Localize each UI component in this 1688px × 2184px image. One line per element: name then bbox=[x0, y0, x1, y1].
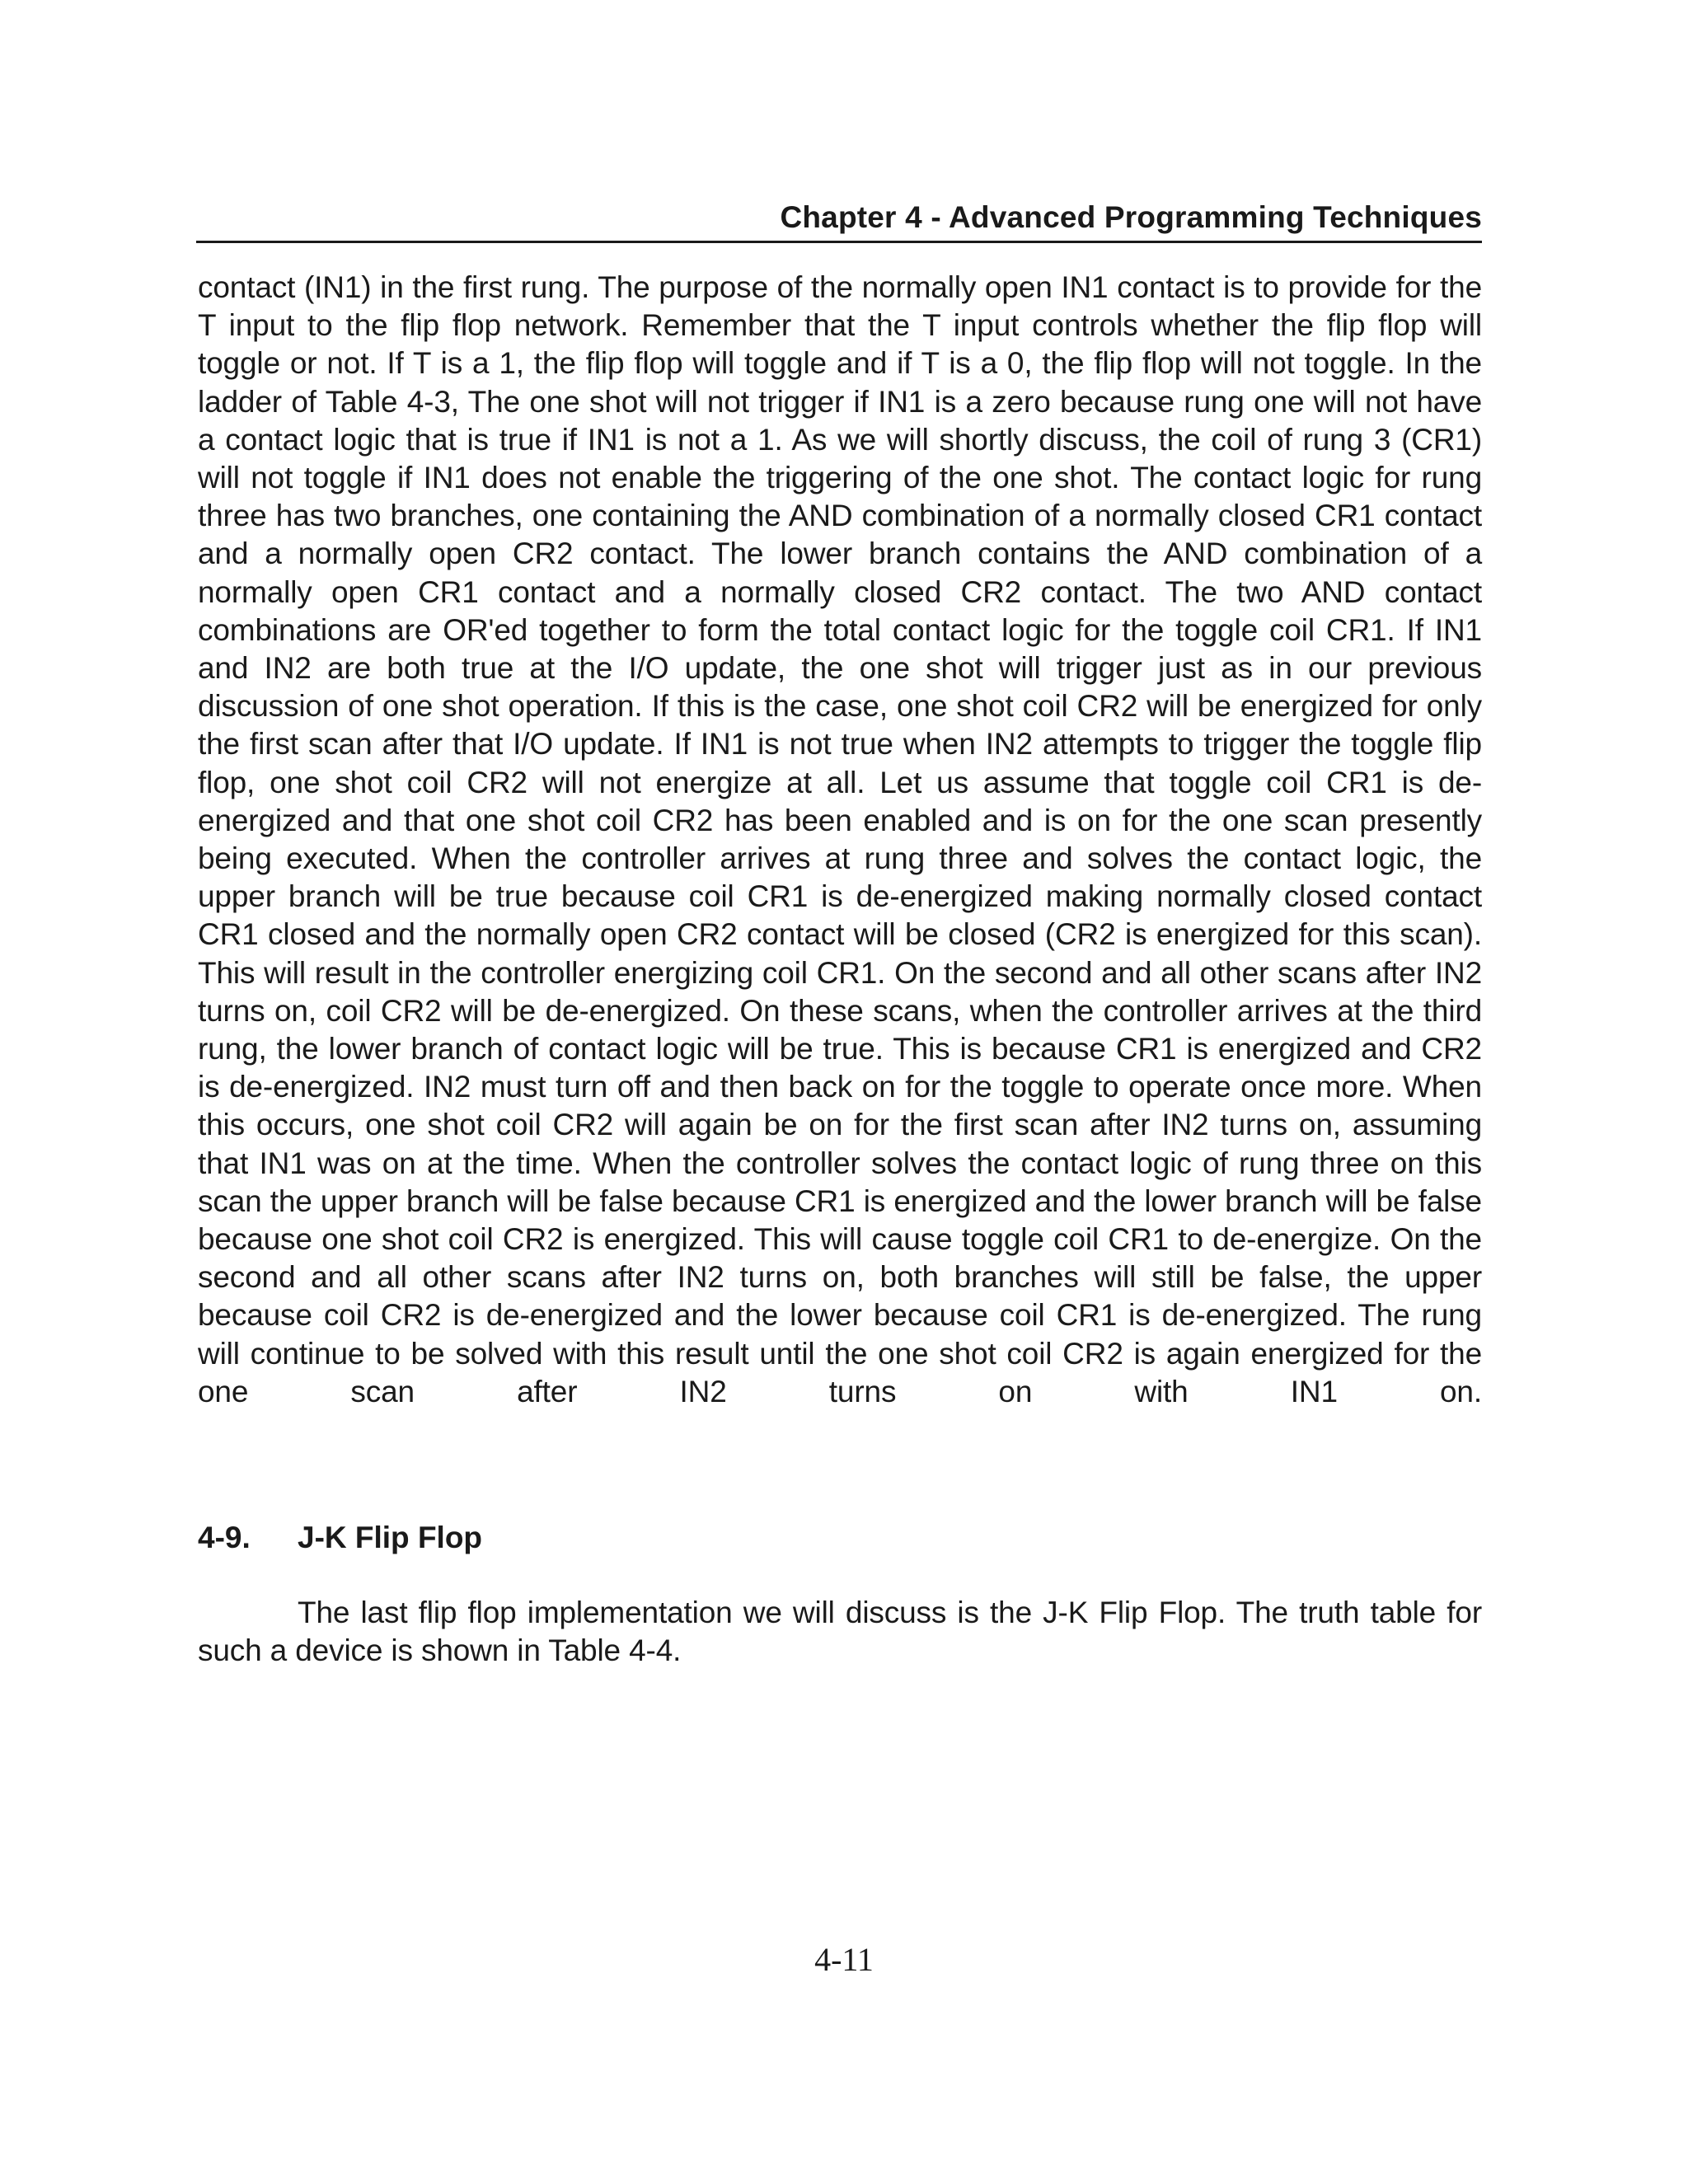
section-title: J-K Flip Flop bbox=[298, 1521, 483, 1554]
page-number: 4-11 bbox=[814, 1941, 874, 1978]
running-header: Chapter 4 - Advanced Programming Techniques bbox=[780, 200, 1482, 234]
section-intro-paragraph: The last flip flop implementation we will discuss is the J-K Flip Flop. The truth table for such a device is shown in Table 4-4. bbox=[198, 1596, 1482, 1668]
body-paragraph: contact (IN1) in the first rung. The purpose of the normally open IN1 contact is to provide for the T input to the flip flop network. Remember that the T input controls whether the flip flop will toggle or not. If T is a 1, the flip flop will toggle and if T is a 0, the flip flop will not toggle. In the ladder of Table 4-3, The one shot will not trigger if IN1 is a zero because rung one will not have a contact logic that is true if IN1 is not a 1. As we will shortly discuss, the coil of rung 3 (CR1) will not toggle if IN1 does not enable the triggering of the one shot. The contact logic for rung three has two branches, one containing the AND combination of a normally closed CR1 contact and a normally open CR2 contact. The lower branch contains the AND combination of a normally open CR1 contact and a normally closed CR2 contact. The two AND contact combinations are OR'ed together to form the total contact logic for the toggle coil CR1. If IN1 and IN2 are both true at the I/O update, the one shot will trigger just as in our previous discussion of one shot operation. If this is the case, one shot coil CR2 will be energized for only the first scan after that I/O update. If IN1 is not true when IN2 attempts to trigger the toggle flip flop, one shot coil CR2 will not energize at all. Let us assume that toggle coil CR1 is de-energized and that one shot coil CR2 has been enabled and is on for the one scan presently being executed. When the controller arrives at rung three and solves the contact logic, the upper branch will be true because coil CR1 is de-energized making normally closed contact CR1 closed and the normally open CR2 contact will be closed (CR2 is energized for this scan). This will result in the controller energizing coil CR1. On the second and all other scans after IN2 turns on, coil CR2 will be de-energized. On these scans, when the controller arrives at the third rung, the lower branch of contact logic will be true. This is because CR1 is energized and CR2 is de-energized. IN2 must turn off and then back on for the toggle to operate once more. When this occurs, one shot coil CR2 will again be on for the first scan after IN2 turns on, assuming that IN1 was on at the time. When the controller solves the contact logic of rung three on this scan the upper branch will be false because CR1 is energized and the lower branch will be false because one shot coil CR2 is energized. This will cause toggle coil CR1 to de-energize. On the second and all other scans after IN2 turns on, both branches will still be false, the upper because coil CR2 is de-energized and the lower because coil CR1 is de-energized. The rung will continue to be solved with this result until the one shot coil CR2 is again energized for the one scan after IN2 turns on with IN1 on. bbox=[198, 270, 1482, 1408]
header-rule bbox=[196, 241, 1482, 243]
section-number: 4-9. bbox=[198, 1521, 251, 1554]
section-heading bbox=[198, 1516, 1482, 1559]
